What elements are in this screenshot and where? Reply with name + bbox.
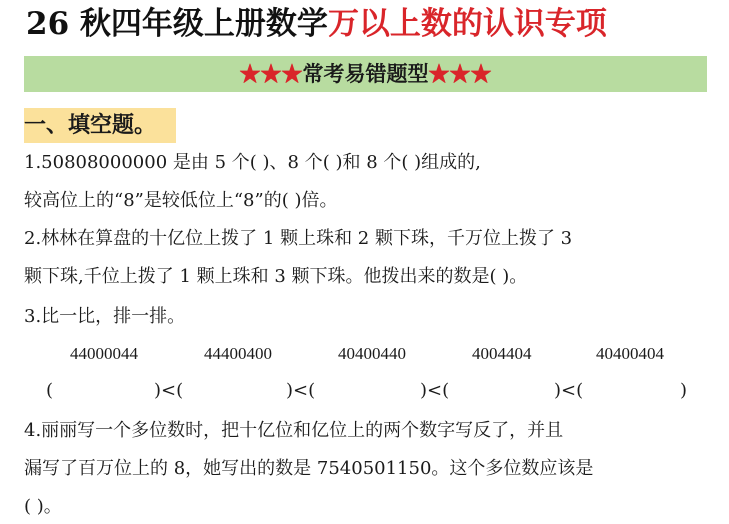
stars-right: ★★★: [428, 61, 492, 86]
blank-less-than: )<(: [286, 380, 316, 401]
ordering-blanks: [46, 376, 696, 406]
question-4-line-2: 漏写了百万位上的 8，她写出的数是 7540501150。这个多位数应该是: [24, 458, 594, 479]
section-heading: 一、填空题。: [24, 108, 176, 143]
banner-text: 常考易错题型: [302, 61, 429, 86]
question-1-line-2: 较高位上的“8”是较低位上“8”的( )倍。: [24, 190, 338, 211]
blank-less-than: )<(: [420, 380, 450, 401]
question-4-line-1: 4.丽丽写一个多位数时，把十亿位和亿位上的两个数字写反了，并且: [24, 420, 564, 441]
question-1-line-1: 1.50808000000 是由 5 个( )、8 个( )和 8 个( )组成的,: [24, 152, 481, 173]
question-3-line-1: 3.比一比，排一排。: [24, 306, 186, 327]
compare-number: 4004404: [472, 344, 532, 363]
compare-number: 44400400: [204, 344, 272, 363]
title-topic: 万以上数的认识专项: [327, 6, 607, 42]
page-title: [26, 2, 716, 46]
compare-number: 40400404: [596, 344, 664, 363]
compare-number: 40400440: [338, 344, 406, 363]
question-2-line-2: 颗下珠,千位上拨了 1 颗上珠和 3 颗下珠。他拨出来的数是( )。: [24, 266, 528, 287]
subtitle-banner: [24, 56, 707, 92]
question-2-line-1: 2.林林在算盘的十亿位上拨了 1 颗上珠和 2 颗下珠，千万位上拨了 3: [24, 228, 573, 249]
question-4-line-3: ( )。: [24, 496, 62, 517]
blank-open: (: [46, 380, 54, 401]
title-main: 26 秋四年级上册数学: [26, 6, 328, 42]
compare-number: 44000044: [70, 344, 138, 363]
blank-less-than: )<(: [554, 380, 584, 401]
blank-less-than: )<(: [154, 380, 184, 401]
stars-left: ★★★: [239, 61, 303, 86]
blank-close: ): [680, 380, 688, 401]
